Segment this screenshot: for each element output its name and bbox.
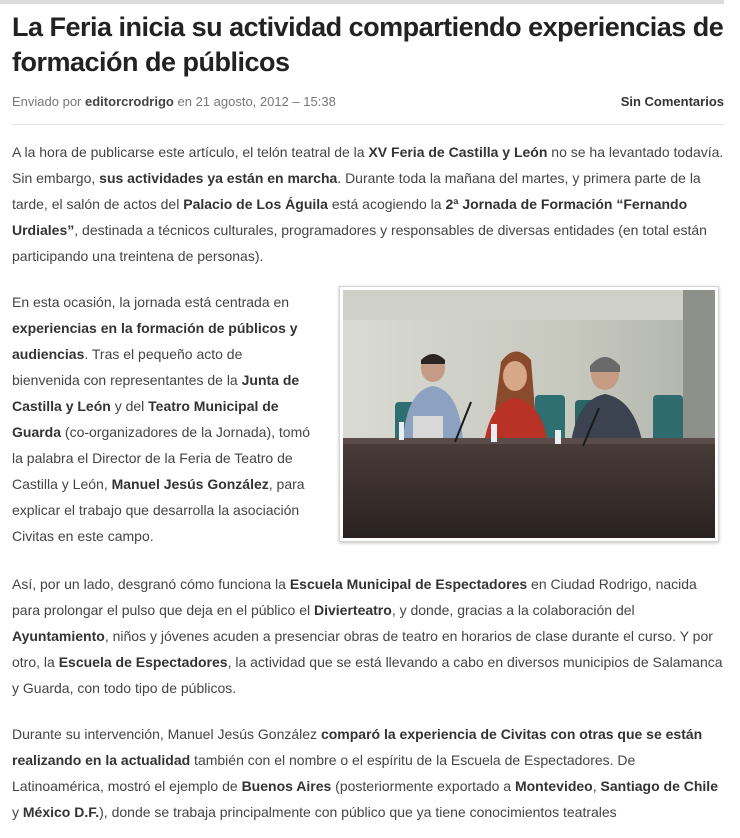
- paragraph-2: [12, 289, 312, 549]
- text-run: . Tras el pequeño acto de bienvenida con representantes de la: [12, 346, 243, 388]
- bold-text: sus actividades ya están en marcha: [99, 170, 338, 186]
- text-run: está acogiendo la: [327, 196, 446, 212]
- bold-text: experiencias en la formación de públicos y audiencias: [12, 320, 298, 362]
- text-run: ,: [592, 778, 601, 794]
- post-date: 21 agosto, 2012 – 15:38: [195, 94, 336, 109]
- article-title[interactable]: La Feria inicia su actividad compartiendo experiencias de formación de públicos: [12, 12, 724, 77]
- text-run: Así, por un lado, desgranó cómo funciona la: [12, 576, 290, 592]
- text-run: (posteriormente exportado a: [331, 778, 515, 794]
- text-run: (co-organizadores de la Jornada), tomó la palabra el Director de la Feria de Teatro de Castilla y León,: [12, 424, 311, 492]
- text-run: , y donde, gracias a la colaboración del: [391, 602, 635, 618]
- bold-text: Escuela Municipal de Espectadores: [289, 576, 528, 592]
- article: [12, 0, 724, 825]
- text-run: , niños y jóvenes acuden a presenciar obras de teatro en horarios de clase durante el curso. Y por otro, la: [12, 628, 713, 670]
- text-run: A la hora de publicarse este artículo, el telón teatral de la: [12, 144, 369, 160]
- bold-text: Junta de Castilla y León: [12, 372, 300, 414]
- text-run: en Ciudad Rodrigo, nacida para prolongar el pulso que deja en el público el: [12, 576, 697, 618]
- text-run: , la actividad que se está llevando a cabo en diversos municipios de Salamanca y Guarda, con todo tipo de públicos.: [12, 654, 723, 696]
- sent-by-label: Enviado por: [12, 94, 82, 109]
- bold-text: 2ª Jornada de Formación “Fernando Urdiales”: [12, 196, 688, 238]
- bold-text: Santiago de Chile: [600, 778, 718, 794]
- text-run: y: [12, 804, 23, 820]
- bold-text: XV Feria de Castilla y León: [368, 144, 548, 160]
- text-run: , destinada a técnicos culturales, programadores y responsables de diversas entidades (en total están participando una treintena de personas).: [12, 222, 707, 264]
- bold-text: Palacio de Los Águila: [183, 196, 328, 212]
- text-run: no se ha levantado todavía. Sin embargo,: [12, 144, 724, 186]
- author-link[interactable]: editorcrodrigo: [85, 94, 174, 109]
- bold-text: Buenos Aires: [241, 778, 332, 794]
- on-label: en: [177, 94, 192, 109]
- text-run: y del: [110, 398, 149, 414]
- bold-text: comparó la experiencia de Civitas con otras que se están realizando en la actualidad: [12, 726, 703, 768]
- article-meta: [12, 92, 724, 112]
- bold-text: Manuel Jesús González: [111, 476, 269, 492]
- panel-speakers-photo: [343, 290, 715, 538]
- text-run: también con el nombre o el espíritu de la Escuela de Espectadores. De Latinoamérica, mostró el ejemplo de: [12, 752, 636, 794]
- bold-text: Divierteatro: [314, 602, 392, 618]
- paragraph-3: [12, 571, 724, 701]
- comments-link[interactable]: Sin Comentarios: [620, 94, 724, 109]
- paragraph-1: [12, 139, 724, 269]
- article-photo[interactable]: [339, 286, 719, 542]
- text-run: ), donde se trabaja principalmente con público que ya tiene conocimientos teatrales: [99, 804, 617, 820]
- text-run: . Durante toda la mañana del martes, y primera parte de la tarde, el salón de actos del: [12, 170, 701, 212]
- bold-text: Ayuntamiento: [12, 628, 105, 644]
- bold-text: Escuela de Espectadores: [58, 654, 228, 670]
- text-run: Durante su intervención, Manuel Jesús González: [12, 726, 321, 742]
- bold-text: Montevideo: [514, 778, 593, 794]
- paragraph-4: [12, 721, 724, 825]
- text-run: , para explicar el trabajo que desarrolla la asociación Civitas en este campo.: [12, 476, 305, 544]
- paragraph-2-block: [12, 289, 724, 555]
- text-run: En esta ocasión, la jornada está centrada en: [12, 294, 290, 310]
- meta-divider: [12, 124, 724, 125]
- bold-text: México D.F.: [22, 804, 100, 820]
- bold-text: Teatro Municipal de Guarda: [12, 398, 279, 440]
